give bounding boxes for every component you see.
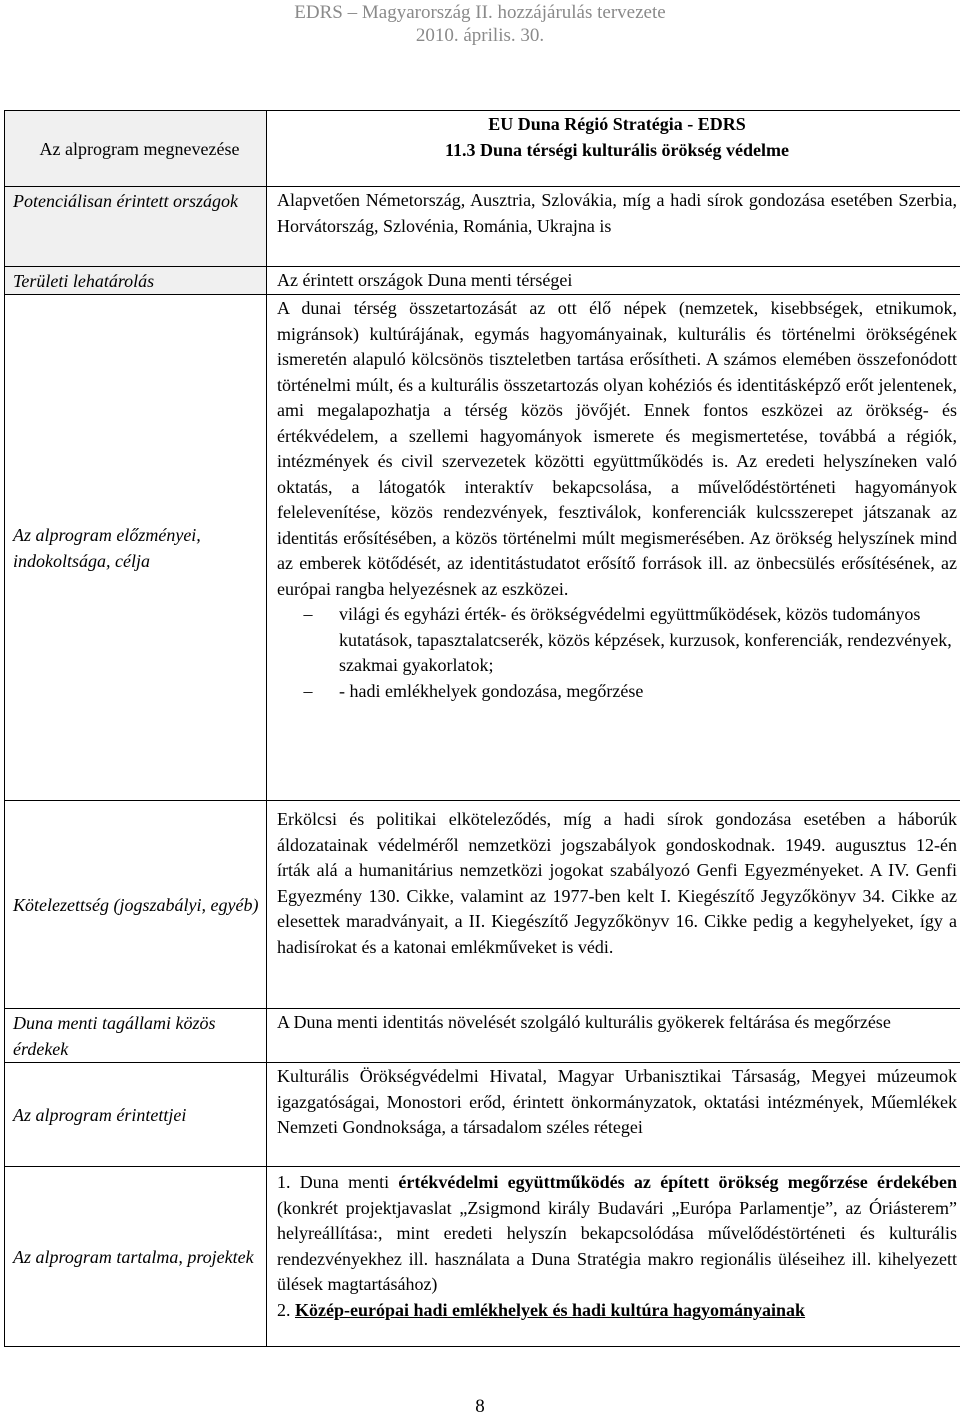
row-label-text: Az alprogram előzményei, indokoltsága, célja — [13, 525, 201, 571]
row-label — [5, 1063, 267, 1167]
countries-text: Alapvetően Németország, Ausztria, Szlovákia, míg a hadi sírok gondozása esetében Szerbia, Horvátország, Szlovénia, Románia, Ukrajna is — [277, 190, 957, 236]
row-content — [267, 187, 960, 267]
stakeholders-text: Kulturális Örökségvédelmi Hivatal, Magyar Urbanisztikai Társaság, Megyei múzeumok igazgatóságai, Monostori erőd, érintett önkormányzatok, oktatási intézmények, Műemlékek Nemzeti Gondnoksága, a társadalom széles rétegei — [277, 1066, 957, 1137]
row-label — [5, 295, 267, 801]
table-row — [5, 801, 960, 1009]
obligation-text: Erkölcsi és politikai elköteleződés, míg a hadi sírok gondozása esetében a háborúk áldozatainak védelméről nemzetközi jogszabályok gondoskodnak. 1949. augusztus 12-én írták alá a humanitárius nemzetközi jogokat szabályozó Genfi Egyezményeket. A IV. Genfi Egyezmény 130. Cikke, valamint az 1977-ben kelt I. Kiegészítő Jegyzőkönyv 34. Cikke az elesettek maradványait, a II. Kiegészítő Jegyzőkönyv 16. Cikke pedig a kegyhelyeket, így a hadisírokat és a katonai emlékműveket is védi. — [277, 809, 957, 957]
list-item — [277, 679, 957, 705]
table-row — [5, 111, 960, 187]
list-item-text: - hadi emlékhelyek gondozása, megőrzése — [339, 680, 644, 701]
table-row — [5, 295, 960, 801]
project-item — [277, 1298, 957, 1324]
dash-bullet: – — [303, 680, 313, 701]
project-item — [277, 1170, 957, 1298]
row-label — [5, 187, 267, 267]
row-label — [5, 267, 267, 295]
row-label-text: Területi lehatárolás — [13, 271, 155, 291]
row-content — [267, 111, 960, 187]
project-description: (konkrét projektjavaslat „Zsigmond király Budavári „Európa Parlamentje”, az Óriásterem” helyreállítása:, mint eredeti helyszín bekapcsolódása művelődéstörténeti és kulturális rendezvényekhez ill. használata a Duna Stratégia makro regionális üléseihez ill. kihelyezett ülések magtartásához) — [277, 1197, 957, 1294]
header-date: 2010. április. 30. — [415, 25, 545, 46]
row-content — [267, 801, 960, 1009]
strategy-title: EU Duna Régió Stratégia - EDRS — [488, 114, 746, 134]
common-interests-text: A Duna menti identitás növelését szolgáló kulturális gyökerek feltárása és megőrzése — [277, 1012, 891, 1032]
row-label — [5, 1167, 267, 1347]
row-label — [5, 801, 267, 1009]
document-header — [0, 0, 960, 47]
row-content — [267, 295, 960, 801]
program-table — [4, 110, 960, 1347]
background-text: A dunai térség összetartozását az ott élő népek (nemzetek, kisebbségek, etnikumok, migránsok) kultúrájának, egymás hagyományainak, kulturális és történelmi örökségének ismeretén alapuló kölcsönös tiszteletben tartása erősítheti. A számos elemében összefonódott történelmi múlt, és a kulturális összetartozás olyan kohéziós és identitásképző erőt jelentenek, ami megalapozhatja a térség közös jövőjét. Ennek fontos eszközei az örökség- és értékvédelem, a szellemi hagyományok ismerete és megismertetése, továbbá a régiók, intézmények és civil szervezetek közötti együttműködés is. Az eredeti helyszíneken való oktatás, a látogatók interaktív bekapcsolása, a művelődéstörténeti hagyományok felelevenítése, közös rendezvények, fesztiválok, konferenciák kulcsszerepet játszanak az identitás erősítésében, a közös történelmi múlt megismerésében. Az örökség helyszínek mind az emberek kötődését, az identitástudatot erősítő források ill. az önbecsülés erősítésének, az európai rangba helyezésnek az eszközei. — [277, 298, 957, 599]
region-text: Az érintett országok Duna menti térségei — [277, 270, 573, 290]
row-label-text: Kötelezettség (jogszabályi, egyéb) — [13, 895, 259, 915]
program-title: 11.3 Duna térségi kulturális örökség védelme — [445, 139, 789, 160]
page-number: 8 — [475, 1396, 485, 1417]
project-number: 2. — [277, 1299, 295, 1320]
row-content — [267, 1063, 960, 1167]
row-label — [5, 111, 267, 187]
row-label-text: Potenciálisan érintett országok — [13, 191, 238, 211]
row-label-text: Duna menti tagállami közös érdekek — [13, 1013, 216, 1059]
row-content — [267, 267, 960, 295]
row-label-text: Az alprogram megnevezése — [39, 139, 240, 159]
row-content — [267, 1167, 960, 1347]
project-title: értékvédelmi együttműködés az épített örökség megőrzése érdekében — [398, 1172, 958, 1192]
row-label — [5, 1009, 267, 1063]
table-row — [5, 267, 960, 295]
dash-bullet: – — [303, 604, 313, 624]
project-title: Közép-európai hadi emlékhelyek és hadi kultúra hagyományainak — [295, 1299, 806, 1320]
row-content — [267, 1009, 960, 1063]
table-row — [5, 1167, 960, 1347]
list-item-text: világi és egyházi érték- és örökségvédelmi együttműködések, közös tudományos kutatások, tapasztalatcserék, közös képzések, kurzusok, konferenciák, rendezvények, szakmai gyakorlatok; — [339, 604, 952, 675]
table-row — [5, 187, 960, 267]
list-item — [277, 602, 957, 679]
table-row — [5, 1009, 960, 1063]
row-label-text: Az alprogram tartalma, projektek — [13, 1247, 254, 1267]
project-number: 1. Duna menti — [277, 1172, 399, 1192]
header-title: EDRS – Magyarország II. hozzájárulás tervezete — [294, 2, 666, 23]
row-label-text: Az alprogram érintettjei — [13, 1105, 187, 1125]
table-row — [5, 1063, 960, 1167]
